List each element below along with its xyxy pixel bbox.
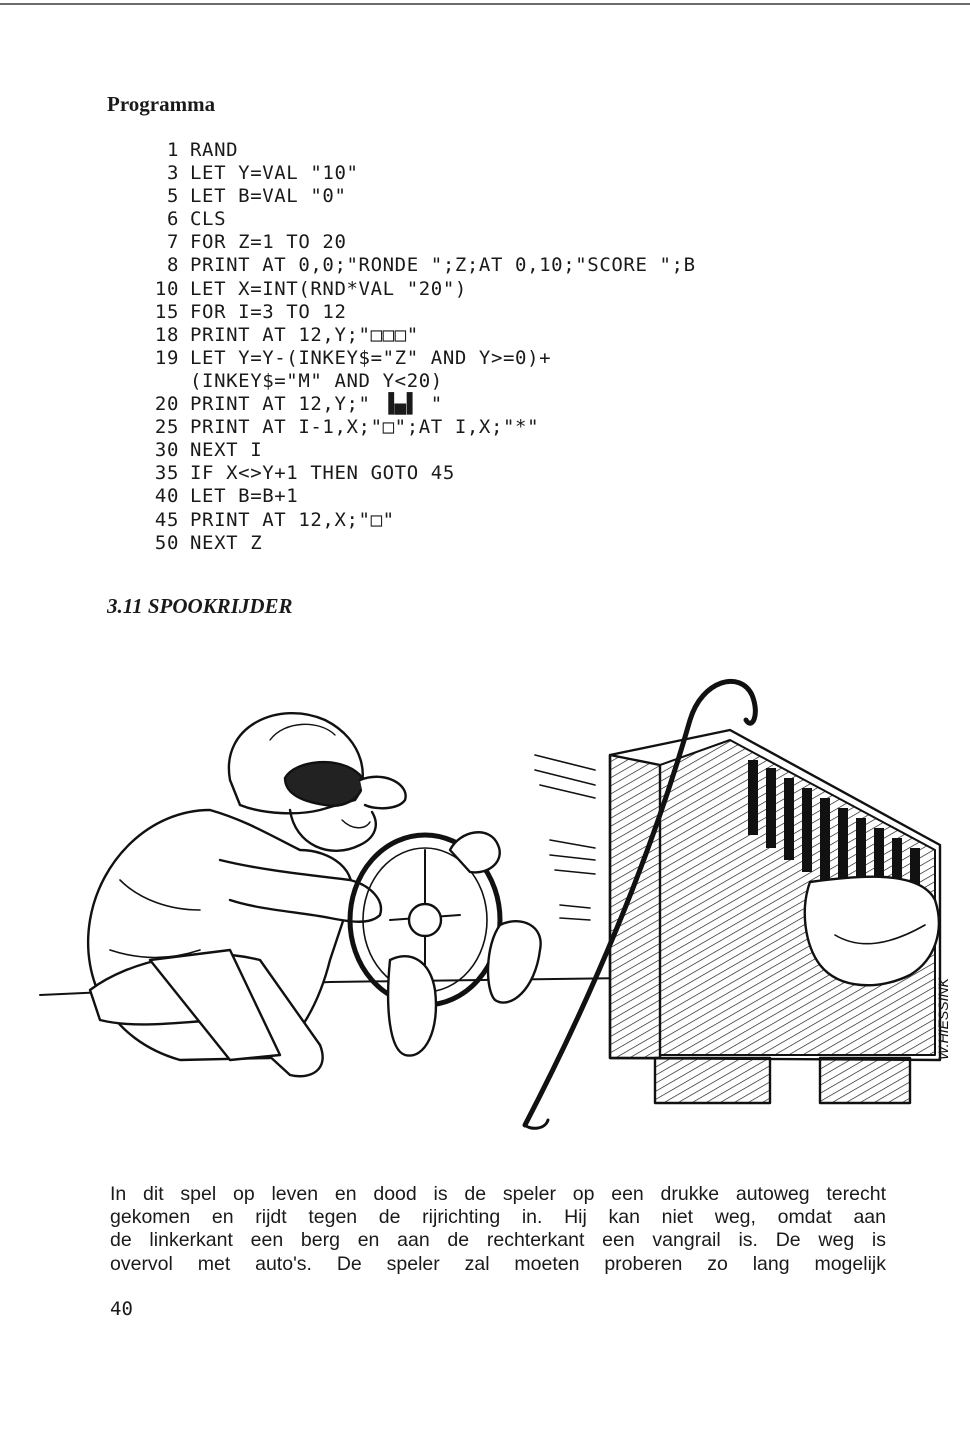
code-text: FOR Z=1 TO 20 — [190, 231, 347, 254]
line-number: 7 — [166, 231, 179, 254]
code-line — [153, 185, 696, 208]
cartoon-illustration — [30, 660, 960, 1150]
code-text: (INKEY$="M" AND Y<20) — [190, 369, 443, 392]
chapter-heading: 3.11 SPOOKRIJDER — [107, 594, 293, 618]
code-line — [153, 439, 696, 462]
code-text: RAND — [190, 139, 239, 161]
code-line — [153, 347, 696, 370]
line-number: 15 — [154, 300, 179, 323]
line-number: 40 — [154, 485, 179, 508]
man-figure — [88, 713, 541, 1076]
code-line — [153, 139, 696, 162]
code-line — [153, 462, 696, 485]
line-number: 18 — [154, 323, 179, 346]
code-text: FOR I=3 TO 12 — [190, 300, 347, 323]
code-line — [153, 254, 696, 277]
line-number: 10 — [154, 277, 179, 300]
line-number: 35 — [154, 462, 179, 485]
code-text: LET Y=VAL "10" — [190, 162, 359, 185]
tv-set — [610, 730, 940, 1103]
code-text: IF X<>Y+1 THEN GOTO 45 — [190, 462, 455, 485]
line-number: 45 — [154, 508, 179, 531]
page-number: 40 — [110, 1298, 133, 1320]
code-line — [153, 231, 696, 254]
body-line: de linkerkant een berg en aan de rechterkant een vangrail is. De weg is — [110, 1229, 886, 1252]
line-number: 50 — [154, 531, 179, 554]
code-line-continuation — [153, 370, 696, 393]
code-line — [153, 416, 696, 439]
code-line — [153, 485, 696, 508]
code-text: NEXT Z — [190, 531, 263, 554]
code-text: LET Y=Y-(INKEY$="Z" AND Y>=0)+ — [190, 346, 552, 369]
code-line — [153, 278, 696, 301]
code-line — [153, 532, 696, 555]
top-rule — [0, 3, 970, 5]
line-number: 25 — [154, 416, 179, 439]
line-number: 30 — [154, 439, 179, 462]
line-number: 6 — [166, 208, 179, 231]
line-number: 20 — [154, 393, 179, 416]
code-line — [153, 162, 696, 185]
code-line — [153, 393, 696, 416]
body-line: gekomen en rijdt tegen de rijrichting in. Hij kan niet weg, omdat aan — [110, 1206, 886, 1229]
code-text: LET B=VAL "0" — [190, 185, 347, 208]
artist-signature: W.HIESSINK — [935, 978, 951, 1060]
code-line — [153, 301, 696, 324]
code-text: PRINT AT 12,X;"□" — [190, 508, 395, 531]
code-text: PRINT AT I-1,X;"□";AT I,X;"*" — [190, 416, 540, 439]
code-text: CLS — [190, 208, 227, 231]
line-number: 8 — [166, 254, 179, 277]
section-label: Programma — [107, 92, 216, 116]
code-text: LET B=B+1 — [190, 485, 299, 508]
code-text: PRINT AT 12,Y;"□□□" — [190, 323, 419, 346]
line-number: 3 — [166, 162, 179, 185]
code-text: LET X=INT(RND*VAL "20") — [190, 277, 467, 300]
body-paragraph — [110, 1183, 886, 1276]
code-listing — [153, 139, 696, 555]
code-text: PRINT AT 0,0;"RONDE ";Z;AT 0,10;"SCORE ";B — [190, 254, 696, 277]
line-number: 19 — [154, 346, 179, 369]
code-line — [153, 324, 696, 347]
code-line — [153, 509, 696, 532]
speed-lines — [535, 755, 595, 920]
line-number: 1 — [166, 139, 179, 161]
code-text: PRINT AT 12,Y;" ▐▄▌ " — [190, 393, 443, 416]
body-line: In dit spel op leven en dood is de speler op een drukke autoweg terecht — [110, 1183, 886, 1205]
body-line: overvol met auto's. De speler zal moeten proberen zo lang mogelijk — [110, 1252, 886, 1275]
line-number: 5 — [166, 185, 179, 208]
code-line — [153, 208, 696, 231]
code-text: NEXT I — [190, 439, 263, 462]
